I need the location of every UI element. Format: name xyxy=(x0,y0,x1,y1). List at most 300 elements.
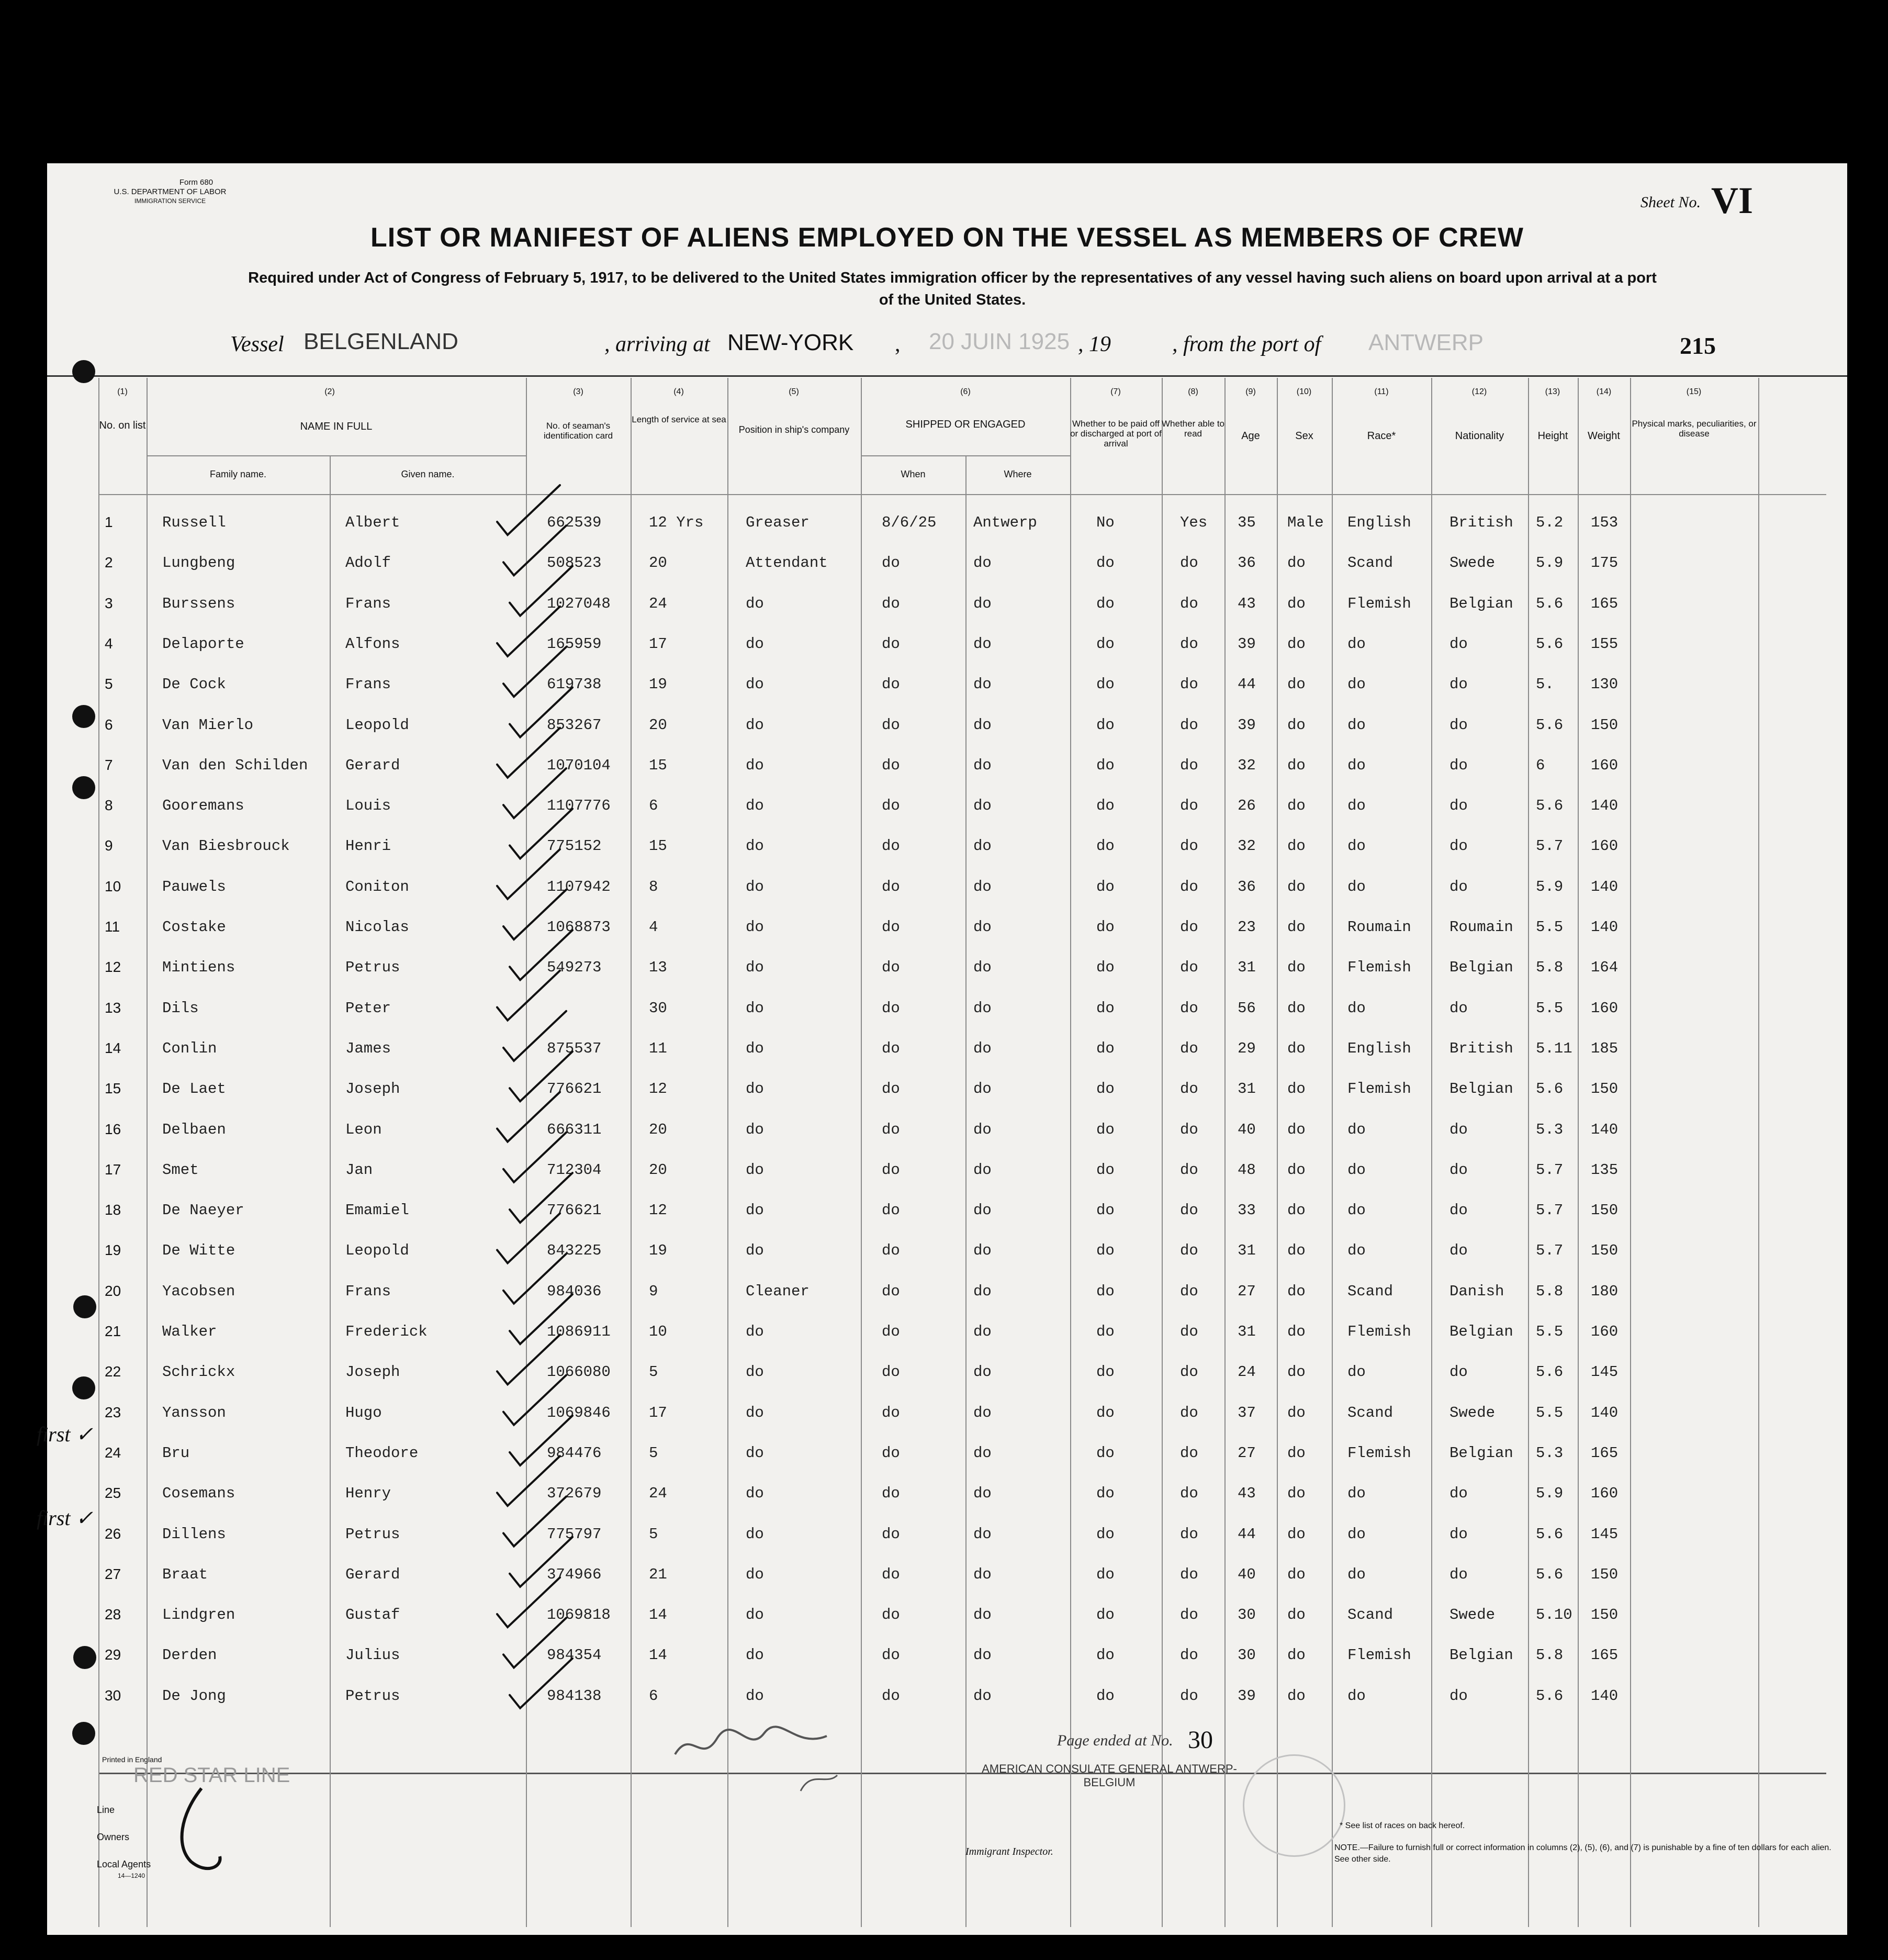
age: 27 xyxy=(1238,1282,1256,1300)
paid-off: do xyxy=(1096,1363,1115,1381)
shipped-when: do xyxy=(882,1606,900,1624)
weight: 150 xyxy=(1591,1565,1619,1583)
column-number: (10) xyxy=(1296,387,1312,396)
shipped-where: do xyxy=(973,1363,992,1381)
family-name: De Witte xyxy=(162,1242,235,1260)
race: do xyxy=(1347,1565,1366,1583)
height: 5.7 xyxy=(1536,1161,1564,1179)
given-name: Petrus xyxy=(345,959,400,977)
sex: do xyxy=(1287,919,1306,936)
age: 39 xyxy=(1238,716,1256,734)
height: 5.11 xyxy=(1536,1039,1572,1057)
weight: 140 xyxy=(1591,919,1619,936)
able-to-read: do xyxy=(1180,837,1198,855)
service-length: 4 xyxy=(649,919,658,936)
family-name: Yansson xyxy=(162,1404,226,1421)
sex: do xyxy=(1287,1039,1306,1057)
race: do xyxy=(1347,1485,1366,1503)
column-number: (7) xyxy=(1110,387,1121,396)
shipped-when: 8/6/25 xyxy=(882,514,937,531)
tick-mark xyxy=(510,1659,572,1708)
weight: 150 xyxy=(1591,1606,1619,1624)
id-card-number: 1069818 xyxy=(547,1606,611,1624)
service-length: 20 xyxy=(649,1161,667,1179)
race: do xyxy=(1347,1525,1366,1543)
col-header-given: Given name. xyxy=(401,469,455,479)
sex: do xyxy=(1287,1565,1306,1583)
service-length: 20 xyxy=(649,1121,667,1138)
tick-mark xyxy=(510,1294,572,1344)
paid-off: do xyxy=(1096,635,1115,653)
age: 48 xyxy=(1238,1161,1256,1179)
family-name: De Jong xyxy=(162,1687,226,1705)
paid-off: do xyxy=(1096,595,1115,612)
nationality: Swede xyxy=(1449,1606,1496,1624)
list-number: 13 xyxy=(105,999,121,1016)
height: 5.6 xyxy=(1536,1565,1564,1583)
paid-off: do xyxy=(1096,1282,1115,1300)
sheet-label: Sheet No. xyxy=(1640,194,1701,211)
tick-mark xyxy=(503,1497,566,1547)
service-length: 12 Yrs xyxy=(649,514,704,531)
tick-mark xyxy=(497,1456,560,1506)
given-name: Joseph xyxy=(345,1080,400,1098)
given-name: Coniton xyxy=(345,878,409,895)
service-length: 6 xyxy=(649,1687,658,1705)
position: do xyxy=(746,919,764,936)
height: 5.9 xyxy=(1536,1485,1564,1503)
able-to-read: do xyxy=(1180,1525,1198,1543)
form-code: 14—1240 xyxy=(118,1872,145,1879)
paid-off: do xyxy=(1096,1565,1115,1583)
col-header-paid-off: Whether to be paid off or discharged at port of arrival xyxy=(1070,419,1162,449)
race: Scand xyxy=(1347,1282,1393,1300)
tick-mark xyxy=(510,1416,572,1465)
weight: 160 xyxy=(1591,837,1619,855)
shipped-where: do xyxy=(973,1161,992,1179)
paid-off: do xyxy=(1096,797,1115,815)
given-name: Petrus xyxy=(345,1687,400,1705)
height: 5.5 xyxy=(1536,1404,1564,1421)
owners-label: Owners xyxy=(97,1832,130,1842)
sex: do xyxy=(1287,676,1306,693)
id-card-number: 775797 xyxy=(547,1525,602,1543)
form-number: Form 680 xyxy=(179,178,213,187)
sex: do xyxy=(1287,878,1306,895)
race: English xyxy=(1347,514,1411,531)
list-number: 7 xyxy=(105,756,113,773)
height: 5.6 xyxy=(1536,1525,1564,1543)
height: 5. xyxy=(1536,676,1554,693)
list-number: 19 xyxy=(105,1242,121,1259)
height: 5.7 xyxy=(1536,1242,1564,1260)
paid-off: do xyxy=(1096,999,1115,1017)
weight: 165 xyxy=(1591,595,1619,612)
line-label: Line xyxy=(97,1805,115,1815)
service-length: 19 xyxy=(649,676,667,693)
margin-note-25: first ✓ xyxy=(37,1506,93,1530)
race: Scand xyxy=(1347,554,1393,572)
shipped-when: do xyxy=(882,797,900,815)
paid-off: No xyxy=(1096,514,1115,531)
sex: do xyxy=(1287,716,1306,734)
family-name: Cosemans xyxy=(162,1485,235,1503)
race: Flemish xyxy=(1347,1647,1411,1664)
service-length: 5 xyxy=(649,1444,658,1462)
shipped-where: do xyxy=(973,919,992,936)
age: 40 xyxy=(1238,1121,1256,1138)
list-number: 14 xyxy=(105,1039,121,1056)
family-name: Delaporte xyxy=(162,635,244,653)
tick-mark xyxy=(497,607,560,656)
list-number: 17 xyxy=(105,1161,121,1178)
nationality: Belgian xyxy=(1449,1647,1513,1664)
nationality: do xyxy=(1449,716,1468,734)
paid-off: do xyxy=(1096,1323,1115,1340)
family-name: Van Mierlo xyxy=(162,716,254,734)
age: 43 xyxy=(1238,1485,1256,1503)
id-card-number: 843225 xyxy=(547,1242,602,1260)
sex: Male xyxy=(1287,514,1324,531)
shipped-where: do xyxy=(973,1525,992,1543)
weight: 160 xyxy=(1591,756,1619,774)
position: do xyxy=(746,716,764,734)
race: Scand xyxy=(1347,1606,1393,1624)
able-to-read: do xyxy=(1180,999,1198,1017)
line-stamp: RED STAR LINE xyxy=(133,1764,290,1787)
family-name: Bru xyxy=(162,1444,190,1462)
sex: do xyxy=(1287,959,1306,977)
col-header-when: When xyxy=(901,469,926,479)
position: do xyxy=(746,999,764,1017)
shipped-where: do xyxy=(973,878,992,895)
id-card-number: 1107776 xyxy=(547,797,611,815)
col-header-age: Age xyxy=(1241,430,1260,442)
height: 5.5 xyxy=(1536,999,1564,1017)
weight: 140 xyxy=(1591,1687,1619,1705)
family-name: Burssens xyxy=(162,595,235,612)
given-name: Leon xyxy=(345,1121,382,1138)
tick-mark xyxy=(510,809,572,858)
position: do xyxy=(746,1606,764,1624)
height: 5.6 xyxy=(1536,1687,1564,1705)
shipped-where: do xyxy=(973,1080,992,1098)
year-label: , 19 xyxy=(1078,332,1111,356)
age: 30 xyxy=(1238,1606,1256,1624)
given-name: Albert xyxy=(345,514,400,531)
comma-1: , xyxy=(895,332,901,356)
service-length: 15 xyxy=(649,837,667,855)
height: 5.6 xyxy=(1536,797,1564,815)
family-name: Delbaen xyxy=(162,1121,226,1138)
shipped-where: do xyxy=(973,1606,992,1624)
shipped-when: do xyxy=(882,1323,900,1340)
age: 33 xyxy=(1238,1202,1256,1219)
column-number: (14) xyxy=(1596,387,1612,396)
age: 39 xyxy=(1238,635,1256,653)
age: 36 xyxy=(1238,554,1256,572)
race: Flemish xyxy=(1347,1080,1411,1098)
col-header-marks: Physical marks, peculiarities, or disease xyxy=(1632,419,1757,439)
page-subtitle: Required under Act of Congress of February 5, 1917, to be delivered to the United States immigration officer by the representatives of any vessel having such aliens on board upon arrival at a port of the United States. xyxy=(248,270,1657,308)
service-length: 5 xyxy=(649,1525,658,1543)
paid-off: do xyxy=(1096,1525,1115,1543)
able-to-read: do xyxy=(1180,635,1198,653)
paid-off: do xyxy=(1096,837,1115,855)
nationality: Belgian xyxy=(1449,1444,1513,1462)
weight: 150 xyxy=(1591,716,1619,734)
race: do xyxy=(1347,716,1366,734)
age: 32 xyxy=(1238,837,1256,855)
height: 5.3 xyxy=(1536,1444,1564,1462)
id-card-number: 662539 xyxy=(547,514,602,531)
paid-off: do xyxy=(1096,554,1115,572)
given-name: Emamiel xyxy=(345,1202,409,1219)
able-to-read: Yes xyxy=(1180,514,1208,531)
shipped-when: do xyxy=(882,1687,900,1705)
weight: 153 xyxy=(1591,514,1619,531)
punch-hole xyxy=(72,776,95,799)
height: 5.10 xyxy=(1536,1606,1572,1624)
race: do xyxy=(1347,1121,1366,1138)
able-to-read: do xyxy=(1180,1565,1198,1583)
shipped-when: do xyxy=(882,1404,900,1421)
paid-off: do xyxy=(1096,756,1115,774)
tick-mark xyxy=(503,525,566,575)
column-number: (11) xyxy=(1374,387,1389,396)
shipped-when: do xyxy=(882,595,900,612)
position: do xyxy=(746,1687,764,1705)
punch-hole xyxy=(72,360,95,383)
arrival-date-stamp: 20 JUIN 1925 xyxy=(929,329,1070,354)
able-to-read: do xyxy=(1180,554,1198,572)
position: do xyxy=(746,1080,764,1098)
position: do xyxy=(746,1525,764,1543)
list-number: 18 xyxy=(105,1202,121,1218)
list-number: 9 xyxy=(105,837,113,854)
punch-hole xyxy=(72,1376,95,1399)
shipped-when: do xyxy=(882,1485,900,1503)
id-card-number: 165959 xyxy=(547,635,602,653)
position: do xyxy=(746,1242,764,1260)
family-name: Pauwels xyxy=(162,878,226,895)
weight: 145 xyxy=(1591,1363,1619,1381)
family-name: Van den Schilden xyxy=(162,756,308,774)
able-to-read: do xyxy=(1180,1647,1198,1664)
shipped-when: do xyxy=(882,635,900,653)
id-card-number: 984138 xyxy=(547,1687,602,1705)
tick-mark xyxy=(503,1133,566,1182)
paid-off: do xyxy=(1096,1242,1115,1260)
shipped-when: do xyxy=(882,1202,900,1219)
nationality: do xyxy=(1449,1565,1468,1583)
age: 31 xyxy=(1238,1323,1256,1340)
weight: 165 xyxy=(1591,1444,1619,1462)
shipped-when: do xyxy=(882,1121,900,1138)
family-name: Gooremans xyxy=(162,797,244,815)
shipped-when: do xyxy=(882,1080,900,1098)
tick-mark xyxy=(510,930,572,980)
tick-mark xyxy=(510,688,572,737)
service-length: 14 xyxy=(649,1606,667,1624)
height: 5.6 xyxy=(1536,1080,1564,1098)
sex: do xyxy=(1287,1485,1306,1503)
shipped-when: do xyxy=(882,878,900,895)
age: 43 xyxy=(1238,595,1256,612)
sex: do xyxy=(1287,1121,1306,1138)
shipped-when: do xyxy=(882,554,900,572)
nationality: do xyxy=(1449,1202,1468,1219)
weight: 145 xyxy=(1591,1525,1619,1543)
service-length: 13 xyxy=(649,959,667,977)
shipped-where: do xyxy=(973,1242,992,1260)
position: do xyxy=(746,1404,764,1421)
able-to-read: do xyxy=(1180,1282,1198,1300)
arriving-label: , arriving at xyxy=(604,332,710,356)
from-port-label: , from the port of xyxy=(1172,332,1321,356)
age: 30 xyxy=(1238,1647,1256,1664)
id-card-number: 776621 xyxy=(547,1202,602,1219)
sex: do xyxy=(1287,635,1306,653)
shipped-where: Antwerp xyxy=(973,514,1037,531)
inspector-signature xyxy=(670,1723,754,1749)
age: 29 xyxy=(1238,1039,1256,1057)
list-number: 6 xyxy=(105,716,113,733)
department: U.S. DEPARTMENT OF LABOR xyxy=(114,187,227,196)
inspector-label: Immigrant Inspector. xyxy=(965,1846,1053,1857)
col-header-length: Length of service at sea xyxy=(632,415,726,424)
col-header-read: Whether able to read xyxy=(1162,419,1225,439)
list-number: 26 xyxy=(105,1525,121,1542)
paid-off: do xyxy=(1096,1202,1115,1219)
tick-mark xyxy=(497,1335,560,1384)
arrival-port: NEW-YORK xyxy=(727,330,854,355)
tick-mark xyxy=(497,849,560,899)
weight: 164 xyxy=(1591,959,1619,977)
failure-note: NOTE.—Failure to furnish full or correct information in columns (2), (5), (6), and (7) is punishable by a fine of ten dollars for each alien. See other side. xyxy=(1334,1843,1831,1864)
tick-mark xyxy=(497,1577,560,1627)
col-header-shipped: SHIPPED OR ENGAGED xyxy=(905,419,1026,430)
nationality: do xyxy=(1449,797,1468,815)
able-to-read: do xyxy=(1180,797,1198,815)
service-length: 24 xyxy=(649,1485,667,1503)
nationality: Belgian xyxy=(1449,1080,1513,1098)
list-number: 2 xyxy=(105,554,113,571)
paid-off: do xyxy=(1096,676,1115,693)
given-name: Jan xyxy=(345,1161,373,1179)
col-header-position: Position in ship's company xyxy=(738,424,850,435)
list-number: 11 xyxy=(105,919,120,935)
service-length: 17 xyxy=(649,635,667,653)
weight: 135 xyxy=(1591,1161,1619,1179)
tick-marks xyxy=(47,163,1847,1935)
height: 5.3 xyxy=(1536,1121,1564,1138)
age: 26 xyxy=(1238,797,1256,815)
list-number: 22 xyxy=(105,1363,121,1380)
punch-hole xyxy=(73,1295,96,1318)
list-number: 16 xyxy=(105,1121,121,1137)
nationality: do xyxy=(1449,878,1468,895)
column-number: (13) xyxy=(1545,387,1560,396)
tick-mark xyxy=(497,485,560,535)
nationality: Swede xyxy=(1449,554,1496,572)
position: do xyxy=(746,1039,764,1057)
position: Attendant xyxy=(746,554,828,572)
column-number: (15) xyxy=(1686,387,1702,396)
id-card-number: 1086911 xyxy=(547,1323,611,1340)
list-number: 23 xyxy=(105,1404,121,1420)
race: do xyxy=(1347,635,1366,653)
height: 5.6 xyxy=(1536,635,1564,653)
race: do xyxy=(1347,837,1366,855)
age: 44 xyxy=(1238,676,1256,693)
service: IMMIGRATION SERVICE xyxy=(134,197,206,205)
position: Cleaner xyxy=(746,1282,810,1300)
given-name: Frans xyxy=(345,1282,391,1300)
family-name: Van Biesbrouck xyxy=(162,837,290,855)
height: 5.6 xyxy=(1536,716,1564,734)
race: do xyxy=(1347,1161,1366,1179)
given-name: Petrus xyxy=(345,1525,400,1543)
service-length: 12 xyxy=(649,1202,667,1219)
column-number: (12) xyxy=(1471,387,1487,396)
height: 5.2 xyxy=(1536,514,1564,531)
col-header-family: Family name. xyxy=(209,469,267,479)
able-to-read: do xyxy=(1180,756,1198,774)
shipped-where: do xyxy=(973,1282,992,1300)
shipped-where: do xyxy=(973,1039,992,1057)
vessel-label: Vessel xyxy=(230,332,284,356)
height: 6 xyxy=(1536,756,1545,774)
page-ended-number: 30 xyxy=(1188,1726,1213,1754)
weight: 155 xyxy=(1591,635,1619,653)
weight: 175 xyxy=(1591,554,1619,572)
age: 27 xyxy=(1238,1444,1256,1462)
list-number: 12 xyxy=(105,959,121,976)
family-name: Dillens xyxy=(162,1525,226,1543)
punch-hole xyxy=(73,1646,96,1669)
column-number: (1) xyxy=(117,387,128,396)
nationality: Belgian xyxy=(1449,595,1513,612)
age: 23 xyxy=(1238,919,1256,936)
page-number: 215 xyxy=(1680,332,1716,359)
able-to-read: do xyxy=(1180,959,1198,977)
sex: do xyxy=(1287,1525,1306,1543)
page-title: LIST OR MANIFEST OF ALIENS EMPLOYED ON THE VESSEL AS MEMBERS OF CREW xyxy=(370,222,1524,253)
nationality: do xyxy=(1449,1242,1468,1260)
paid-off: do xyxy=(1096,1404,1115,1421)
shipped-when: do xyxy=(882,1565,900,1583)
tick-mark xyxy=(510,566,572,616)
shipped-where: do xyxy=(973,635,992,653)
shipped-where: do xyxy=(973,1202,992,1219)
height: 5.9 xyxy=(1536,878,1564,895)
weight: 130 xyxy=(1591,676,1619,693)
sex: do xyxy=(1287,837,1306,855)
service-length: 14 xyxy=(649,1647,667,1664)
paid-off: do xyxy=(1096,878,1115,895)
position: do xyxy=(746,1565,764,1583)
given-name: Henri xyxy=(345,837,391,855)
paid-off: do xyxy=(1096,1080,1115,1098)
tick-mark xyxy=(503,1254,566,1304)
shipped-when: do xyxy=(882,1282,900,1300)
shipped-where: do xyxy=(973,837,992,855)
margin-note-23: first ✓ xyxy=(37,1423,93,1446)
col-header-name: NAME IN FULL xyxy=(300,421,373,432)
nationality: do xyxy=(1449,1525,1468,1543)
position: do xyxy=(746,676,764,693)
